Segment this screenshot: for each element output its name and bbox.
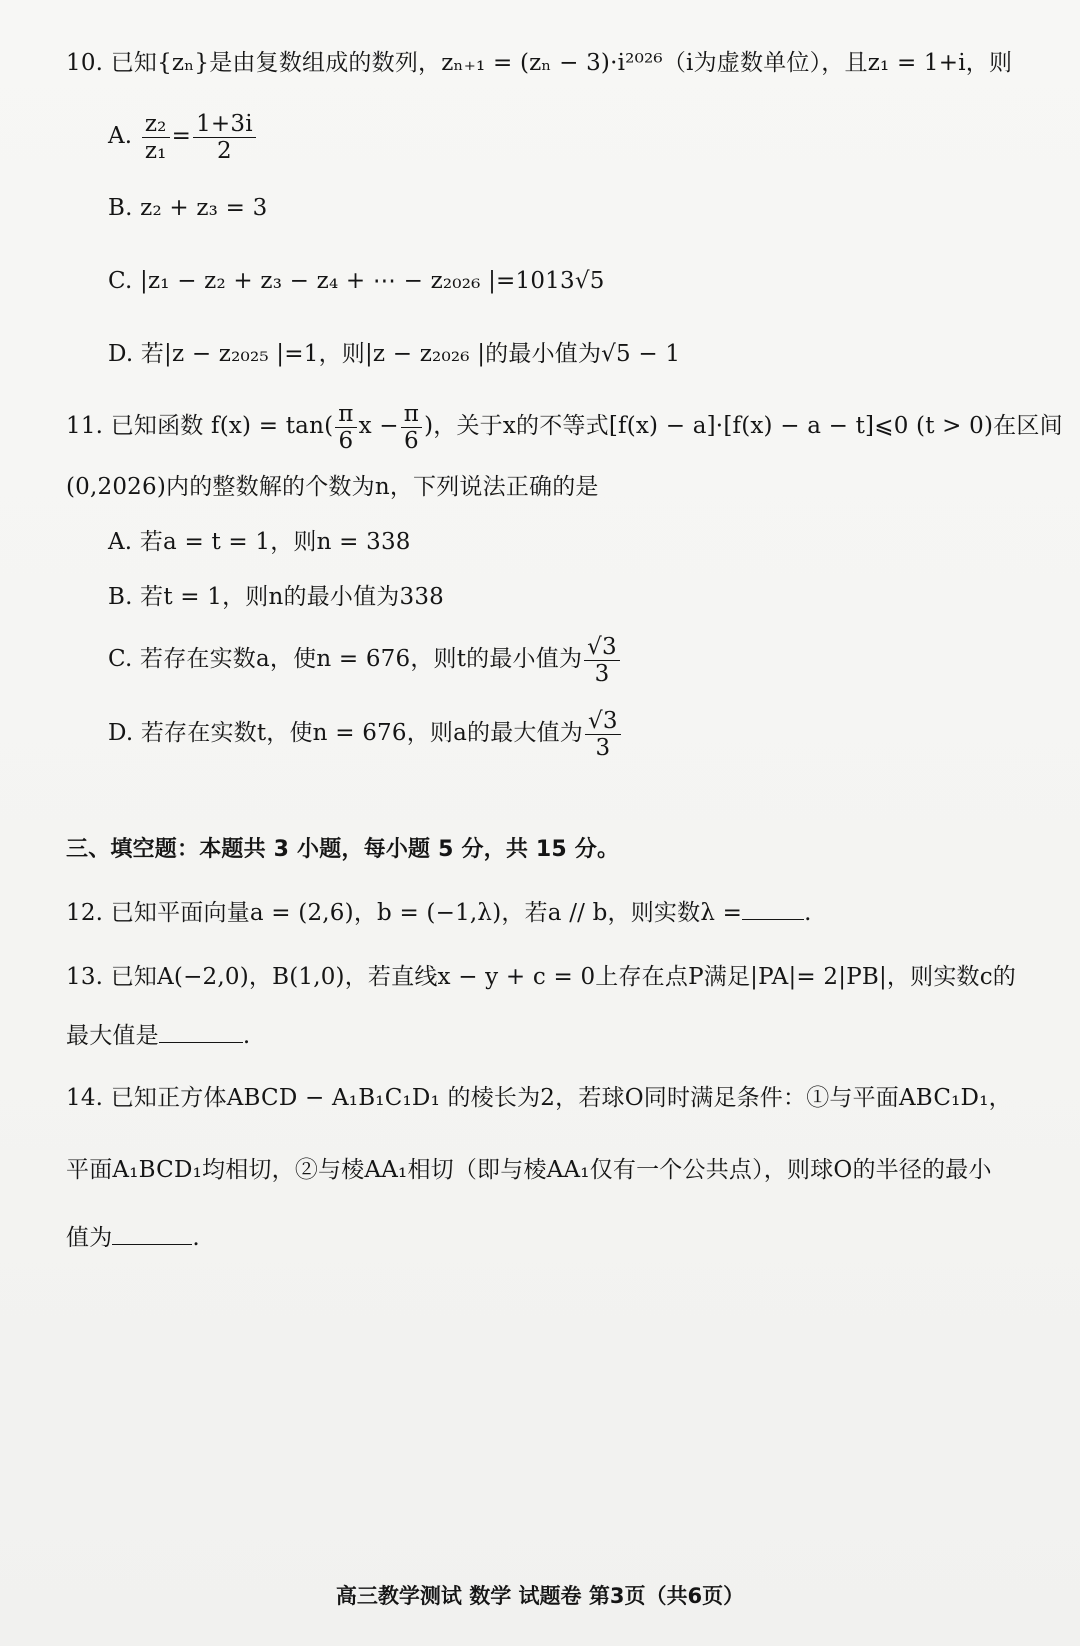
q11-d-fraction xyxy=(585,708,621,761)
q10-a-lhs-den: z₁ xyxy=(144,137,167,164)
q14-line2: 平面A₁BCD₁均相切，②与棱AA₁相切（即与棱AA₁仅有一个公共点），则球O的半径的最小 xyxy=(66,1157,992,1183)
q10-option-a-label: A. xyxy=(108,123,133,149)
q12 xyxy=(66,897,812,928)
q11-stem xyxy=(66,398,1063,454)
q11-six-2: 6 xyxy=(403,427,419,454)
q12-end: . xyxy=(804,900,812,926)
q11-pi-1: π xyxy=(335,401,356,428)
q10-a-eq: = xyxy=(171,123,192,149)
q11-stem-line2: (0,2026)内的整数解的个数为n，下列说法正确的是 xyxy=(66,474,599,500)
q11-six-1: 6 xyxy=(338,427,354,454)
q10-option-b: B. z₂ + z₃ = 3 xyxy=(108,195,268,221)
q11-d-den: 3 xyxy=(595,734,611,761)
q11-option-b: B. 若t = 1，则n的最小值为338 xyxy=(108,584,445,610)
page-footer: 高三教学测试 数学 试题卷 第3页（共6页） xyxy=(335,1584,745,1608)
q11-option-d-text: D. 若存在实数t，使n = 676，则a的最大值为 xyxy=(108,720,584,746)
q10-option-d: D. 若|z − z₂₀₂₅ |=1，则|z − z₂₀₂₆ |的最小值为√5 − 1 xyxy=(108,341,681,367)
q14-line1: 14. 已知正方体ABCD − A₁B₁C₁D₁ 的棱长为2，若球O同时满足条件：①与平面ABC₁D₁， xyxy=(66,1085,1012,1111)
q11-option-c-text: C. 若存在实数a，使n = 676，则t的最小值为 xyxy=(108,646,583,672)
q11-pi-2: π xyxy=(401,401,422,428)
q11-c-den: 3 xyxy=(594,660,610,687)
q12-answer-blank[interactable] xyxy=(742,897,804,920)
q10-a-rhs-den: 2 xyxy=(217,137,232,164)
q11-stem-post: )，关于x的不等式[f(x) − a]·[f(x) − a − t]⩽0 (t > 0)在区间 xyxy=(424,413,1063,439)
q11-option-a: A. 若a = t = 1，则n = 338 xyxy=(108,529,411,555)
q11-frac-2 xyxy=(401,401,422,454)
q10-option-c: C. |z₁ − z₂ + z₃ − z₄ + ⋯ − z₂₀₂₆ |=1013√5 xyxy=(108,268,605,294)
q11-option-d xyxy=(108,704,623,762)
q13-end: . xyxy=(242,1023,251,1049)
section-3-heading: 三、填空题：本题共 3 小题，每小题 5 分，共 15 分。 xyxy=(66,837,620,862)
q12-text: 12. 已知平面向量a = (2,6)，b = (−1,λ)，若a // b，则实数λ = xyxy=(66,900,743,926)
q10-a-rhs-fraction xyxy=(193,111,256,164)
q10-a-rhs-num: 1+3i xyxy=(193,111,256,138)
q11-stem-pre: 11. 已知函数 f(x) = tan( xyxy=(66,413,334,439)
q11-option-c xyxy=(108,630,622,688)
q14-line3-text: 值为 xyxy=(66,1225,113,1251)
q13-line2-text: 最大值是 xyxy=(66,1023,159,1049)
q11-c-fraction xyxy=(584,634,620,687)
q10-stem: 10. 已知{zₙ}是由复数组成的数列，zₙ₊₁ = (zₙ − 3)·i²⁰²⁶（i为虚数单位），且z₁ = 1+i，则 xyxy=(66,50,1013,76)
q11-d-num: √3 xyxy=(585,708,621,735)
q13-line1: 13. 已知A(−2,0)，B(1,0)，若直线x − y + c = 0上存在点P满足|PA|= 2|PB|，则实数c的 xyxy=(66,964,1017,990)
q10-option-a xyxy=(108,106,258,166)
q11-c-num: √3 xyxy=(584,634,620,661)
q14-end: . xyxy=(192,1225,200,1251)
q10-a-lhs-fraction xyxy=(142,111,170,164)
q10-a-lhs-num: z₂ xyxy=(142,111,170,138)
q11-frac-1 xyxy=(335,401,356,454)
q13-line2 xyxy=(66,1020,250,1051)
q11-mid: x − xyxy=(358,413,399,439)
q14-line3 xyxy=(66,1222,200,1253)
q13-answer-blank[interactable] xyxy=(159,1020,243,1043)
q14-answer-blank[interactable] xyxy=(112,1222,192,1245)
